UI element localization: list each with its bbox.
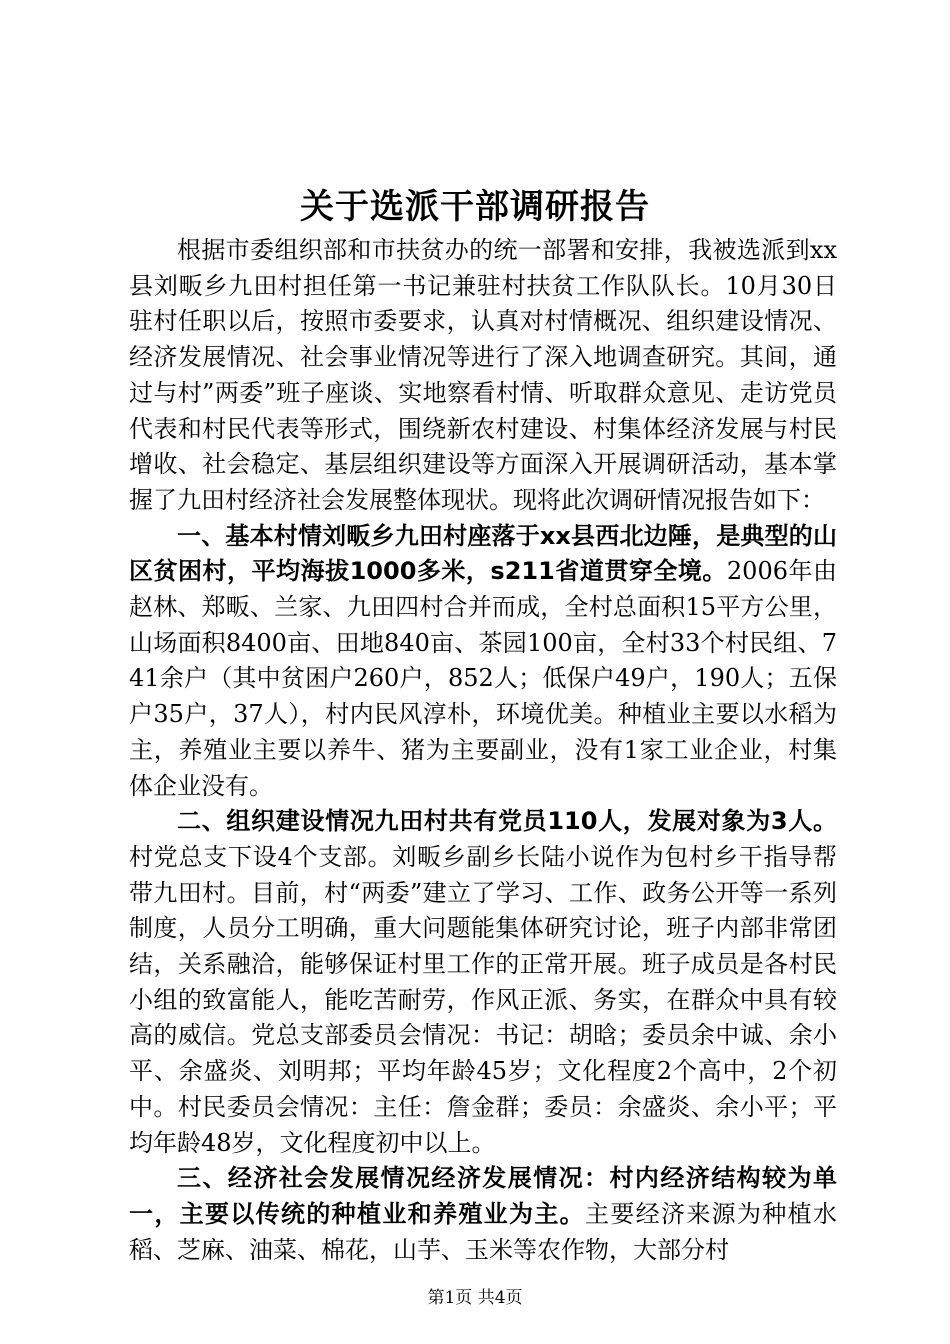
section-heading: 一、基本村情刘畈乡九田村座落于xx县西北边陲，是典型的山区贫困村，平均海拔1000多米，s211省道贯穿全境。 bbox=[129, 521, 837, 586]
paragraph-text: 根据市委组织部和市扶贫办的统一部署和安排，我被选派到xx县刘畈乡九田村担任第一书记兼驻村扶贫工作队队长。10月30日驻村任职以后，按照市委要求，认真对村情概况、组织建设情况、经济发展情况、社会事业情况等进行了深入地调查研究。其间，通过与村”两委”班子座谈、实地察看村情、听取群众意见、走访党员代表和村民代表等形式，围绕新农村建设、村集体经济发展与村民增收、社会稳定、基层组织建设等方面深入开展调研活动，基本掌握了九田村经济社会发展整体现状。现将此次调研情况报告如下： bbox=[129, 236, 837, 514]
paragraph-text: 2006年由赵林、郑畈、兰家、九田四村合并而成，全村总面积15平方公里，山场面积8400亩、田地840亩、茶园100亩，全村33个村民组、741余户（其中贫困户260户，852人；低保户49户，190人；五保户35户，37人），村内民风淳朴，环境优美。种植业主要以水稻为主，养殖业主要以养牛、猪为主要副业，没有1家工业企业，村集体企业没有。 bbox=[129, 557, 838, 800]
paragraph-section-3 bbox=[129, 1161, 837, 1268]
paragraph-intro bbox=[129, 233, 837, 519]
paragraph-text: 主要经济来源为种植水稻、芝麻、油菜、棉花，山芋、玉米等农作物，大部分村 bbox=[129, 1199, 837, 1264]
section-heading: 二、组织建设情况九田村共有党员110人，发展对象为3人。 bbox=[177, 807, 837, 836]
paragraph-section-2 bbox=[129, 804, 837, 1161]
section-heading: 三、经济社会发展情况经济发展情况：村内经济结构较为单一，主要以传统的种植业和养殖业为主。 bbox=[129, 1164, 837, 1228]
paragraph-text: 村党总支下设4个支部。刘畈乡副乡长陆小说作为包村乡干指导帮带九田村。目前，村“两委”建立了学习、工作、政务公开等一系列制度，人员分工明确，重大问题能集体研究讨论，班子内部非常团结，关系融洽，能够保证村里工作的正常开展。班子成员是各村民小组的致富能人，能吃苦耐劳，作风正派、务实，在群众中具有较高的威信。党总支部委员会情况：书记：胡晗；委员余中诚、余小平、余盛炎、刘明邦；平均年龄45岁；文化程度2个高中，2个初中。村民委员会情况：主任：詹金群；委员：余盛炎、余小平；平均年龄48岁，文化程度初中以上。 bbox=[129, 842, 837, 1157]
document-body bbox=[129, 233, 837, 1268]
document-title: 关于选派干部调研报告 bbox=[300, 187, 650, 227]
page-footer: 第1页 共4页 bbox=[427, 1288, 523, 1308]
paragraph-section-1 bbox=[129, 519, 837, 805]
